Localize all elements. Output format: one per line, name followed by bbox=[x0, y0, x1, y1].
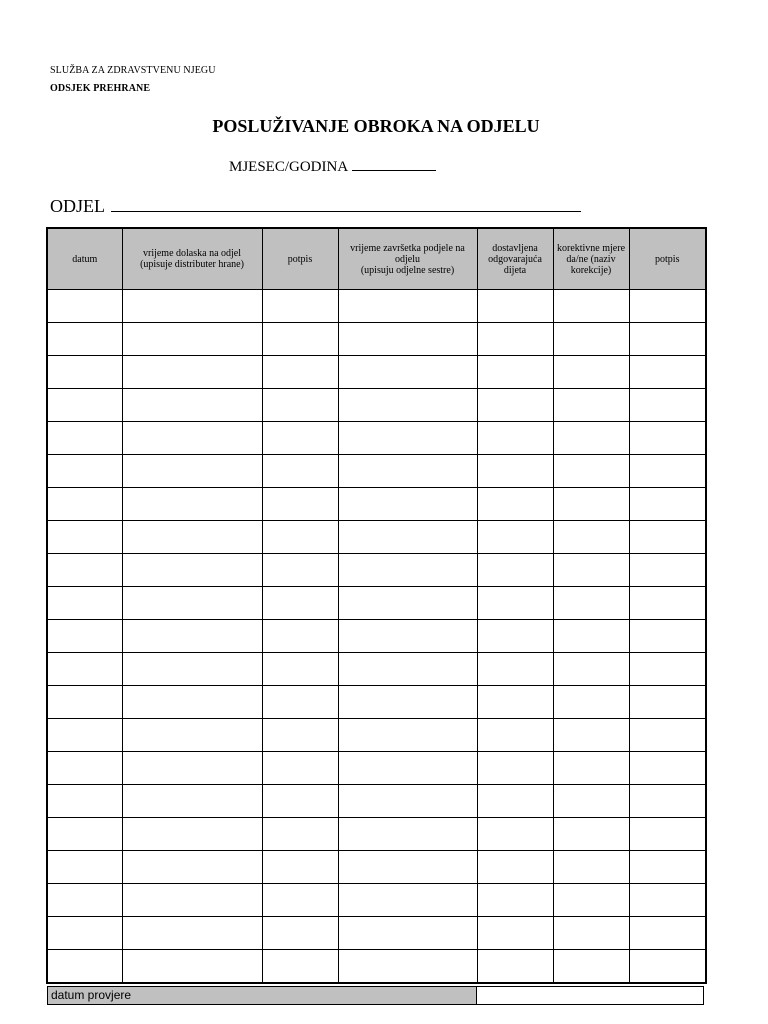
table-cell[interactable] bbox=[262, 323, 338, 356]
table-row bbox=[47, 950, 706, 984]
column-header-distribution-end-time: vrijeme završetka podjele na odjelu (upisuju odjelne sestre) bbox=[338, 228, 477, 290]
column-header-signature-2: potpis bbox=[629, 228, 706, 290]
table-cell[interactable] bbox=[47, 818, 122, 851]
table-cell[interactable] bbox=[262, 752, 338, 785]
table-cell[interactable] bbox=[553, 719, 629, 752]
table-cell[interactable] bbox=[477, 653, 553, 686]
organization-name: SLUŽBA ZA ZDRAVSTVENU NJEGU bbox=[50, 65, 216, 76]
ward-label: ODJEL bbox=[50, 196, 105, 216]
table-cell[interactable] bbox=[262, 719, 338, 752]
table-cell[interactable] bbox=[122, 818, 262, 851]
table-cell[interactable] bbox=[629, 884, 706, 917]
month-year-field bbox=[229, 158, 436, 176]
check-date-field[interactable] bbox=[477, 987, 703, 1004]
column-header-date: datum bbox=[47, 228, 122, 290]
table-cell[interactable] bbox=[553, 917, 629, 950]
table-cell[interactable] bbox=[629, 851, 706, 884]
table-cell[interactable] bbox=[122, 785, 262, 818]
meal-service-table bbox=[46, 227, 707, 984]
table-cell[interactable] bbox=[338, 950, 477, 984]
table-cell[interactable] bbox=[629, 620, 706, 653]
table-cell[interactable] bbox=[629, 455, 706, 488]
table-cell[interactable] bbox=[553, 752, 629, 785]
table-cell[interactable] bbox=[629, 554, 706, 587]
table-cell[interactable] bbox=[122, 587, 262, 620]
table-cell[interactable] bbox=[553, 851, 629, 884]
form-title: POSLUŽIVANJE OBROKA NA ODJELU bbox=[212, 116, 540, 136]
table-cell[interactable] bbox=[553, 554, 629, 587]
table-row bbox=[47, 356, 706, 389]
table-cell[interactable] bbox=[47, 488, 122, 521]
table-cell[interactable] bbox=[122, 719, 262, 752]
table-cell[interactable] bbox=[122, 686, 262, 719]
table-cell[interactable] bbox=[338, 719, 477, 752]
table-cell[interactable] bbox=[262, 917, 338, 950]
table-cell[interactable] bbox=[122, 323, 262, 356]
table-cell[interactable] bbox=[553, 422, 629, 455]
table-cell[interactable] bbox=[262, 620, 338, 653]
table-cell[interactable] bbox=[262, 356, 338, 389]
column-header-arrival-time: vrijeme dolaska na odjel (upisuje distributer hrane) bbox=[122, 228, 262, 290]
table-cell[interactable] bbox=[338, 290, 477, 323]
table-cell[interactable] bbox=[122, 455, 262, 488]
table-cell[interactable] bbox=[122, 356, 262, 389]
table-cell[interactable] bbox=[122, 950, 262, 984]
table-row bbox=[47, 686, 706, 719]
table-cell[interactable] bbox=[338, 620, 477, 653]
table-cell[interactable] bbox=[338, 488, 477, 521]
table-cell[interactable] bbox=[262, 389, 338, 422]
table-cell[interactable] bbox=[553, 653, 629, 686]
table-cell[interactable] bbox=[47, 785, 122, 818]
table-cell[interactable] bbox=[262, 785, 338, 818]
table-cell[interactable] bbox=[338, 521, 477, 554]
table-cell[interactable] bbox=[629, 290, 706, 323]
table-cell[interactable] bbox=[47, 587, 122, 620]
table-cell[interactable] bbox=[477, 554, 553, 587]
check-date-label: datum provjere bbox=[48, 987, 477, 1004]
table-cell[interactable] bbox=[553, 455, 629, 488]
table-cell[interactable] bbox=[338, 356, 477, 389]
table-cell[interactable] bbox=[629, 653, 706, 686]
table-cell[interactable] bbox=[553, 521, 629, 554]
table-cell[interactable] bbox=[47, 356, 122, 389]
table-cell[interactable] bbox=[262, 554, 338, 587]
table-cell[interactable] bbox=[122, 620, 262, 653]
table-cell[interactable] bbox=[629, 356, 706, 389]
table-cell[interactable] bbox=[122, 653, 262, 686]
table-row bbox=[47, 290, 706, 323]
table-cell[interactable] bbox=[477, 752, 553, 785]
table-cell[interactable] bbox=[338, 653, 477, 686]
table-cell[interactable] bbox=[477, 323, 553, 356]
table-cell[interactable] bbox=[47, 950, 122, 984]
table-cell[interactable] bbox=[262, 455, 338, 488]
table-cell[interactable] bbox=[629, 818, 706, 851]
table-body bbox=[47, 290, 706, 984]
table-row bbox=[47, 389, 706, 422]
table-cell[interactable] bbox=[629, 323, 706, 356]
table-cell[interactable] bbox=[338, 587, 477, 620]
table-cell[interactable] bbox=[262, 818, 338, 851]
table-cell[interactable] bbox=[47, 752, 122, 785]
table-cell[interactable] bbox=[262, 488, 338, 521]
table-cell[interactable] bbox=[262, 851, 338, 884]
table-cell[interactable] bbox=[262, 686, 338, 719]
table-row bbox=[47, 884, 706, 917]
table-cell[interactable] bbox=[629, 587, 706, 620]
table-cell[interactable] bbox=[553, 356, 629, 389]
table-cell[interactable] bbox=[629, 389, 706, 422]
table-cell[interactable] bbox=[477, 818, 553, 851]
table-cell[interactable] bbox=[47, 884, 122, 917]
table-cell[interactable] bbox=[477, 422, 553, 455]
table-cell[interactable] bbox=[122, 917, 262, 950]
table-cell[interactable] bbox=[629, 917, 706, 950]
table-cell[interactable] bbox=[47, 554, 122, 587]
table-row bbox=[47, 785, 706, 818]
table-row bbox=[47, 653, 706, 686]
table-row bbox=[47, 917, 706, 950]
table-cell[interactable] bbox=[477, 917, 553, 950]
table-cell[interactable] bbox=[553, 323, 629, 356]
table-cell[interactable] bbox=[338, 389, 477, 422]
table-cell[interactable] bbox=[477, 719, 553, 752]
table-cell[interactable] bbox=[629, 422, 706, 455]
department-name: ODSJEK PREHRANE bbox=[50, 83, 151, 94]
table-cell[interactable] bbox=[629, 488, 706, 521]
table-header-row bbox=[47, 228, 706, 290]
table-cell[interactable] bbox=[338, 422, 477, 455]
table-cell[interactable] bbox=[47, 323, 122, 356]
table-cell[interactable] bbox=[338, 884, 477, 917]
table-cell[interactable] bbox=[553, 488, 629, 521]
table-cell[interactable] bbox=[338, 818, 477, 851]
column-header-corrective-measures: korektivne mjere da/ne (naziv korekcije) bbox=[553, 228, 629, 290]
table-row bbox=[47, 752, 706, 785]
table-cell[interactable] bbox=[262, 422, 338, 455]
table-cell[interactable] bbox=[122, 521, 262, 554]
table-row bbox=[47, 851, 706, 884]
table-cell[interactable] bbox=[629, 785, 706, 818]
table-cell[interactable] bbox=[47, 653, 122, 686]
table-cell[interactable] bbox=[122, 290, 262, 323]
table-cell[interactable] bbox=[477, 389, 553, 422]
check-date-row bbox=[47, 986, 704, 1005]
table-row bbox=[47, 521, 706, 554]
table-row bbox=[47, 620, 706, 653]
table-cell[interactable] bbox=[122, 422, 262, 455]
table-cell[interactable] bbox=[338, 785, 477, 818]
table-cell[interactable] bbox=[553, 686, 629, 719]
table-cell[interactable] bbox=[122, 488, 262, 521]
table-cell[interactable] bbox=[477, 785, 553, 818]
table-cell[interactable] bbox=[477, 686, 553, 719]
table-row bbox=[47, 818, 706, 851]
table-cell[interactable] bbox=[477, 455, 553, 488]
table-row bbox=[47, 323, 706, 356]
table-cell[interactable] bbox=[338, 455, 477, 488]
table-cell[interactable] bbox=[47, 719, 122, 752]
table-cell[interactable] bbox=[477, 521, 553, 554]
ward-blank-line[interactable] bbox=[111, 197, 581, 212]
table-cell[interactable] bbox=[338, 323, 477, 356]
table-cell[interactable] bbox=[47, 389, 122, 422]
table-cell[interactable] bbox=[477, 851, 553, 884]
table-cell[interactable] bbox=[338, 752, 477, 785]
table-cell[interactable] bbox=[338, 851, 477, 884]
table-cell[interactable] bbox=[122, 884, 262, 917]
table-cell[interactable] bbox=[629, 521, 706, 554]
table-cell[interactable] bbox=[338, 554, 477, 587]
column-header-signature: potpis bbox=[262, 228, 338, 290]
table-cell[interactable] bbox=[262, 950, 338, 984]
table-cell[interactable] bbox=[262, 521, 338, 554]
table-cell[interactable] bbox=[122, 752, 262, 785]
table-cell[interactable] bbox=[477, 356, 553, 389]
table-cell[interactable] bbox=[553, 785, 629, 818]
table-cell[interactable] bbox=[122, 851, 262, 884]
table-cell[interactable] bbox=[553, 884, 629, 917]
table-cell[interactable] bbox=[477, 620, 553, 653]
table-cell[interactable] bbox=[553, 620, 629, 653]
table-cell[interactable] bbox=[338, 686, 477, 719]
table-row bbox=[47, 719, 706, 752]
table-row bbox=[47, 422, 706, 455]
table-cell[interactable] bbox=[122, 554, 262, 587]
table-cell[interactable] bbox=[629, 719, 706, 752]
table-cell[interactable] bbox=[477, 884, 553, 917]
table-cell[interactable] bbox=[477, 488, 553, 521]
table-row bbox=[47, 455, 706, 488]
table-cell[interactable] bbox=[262, 653, 338, 686]
table-cell[interactable] bbox=[477, 290, 553, 323]
table-cell[interactable] bbox=[47, 422, 122, 455]
table-cell[interactable] bbox=[47, 686, 122, 719]
table-cell[interactable] bbox=[47, 620, 122, 653]
ward-field bbox=[50, 196, 581, 217]
table-cell[interactable] bbox=[629, 686, 706, 719]
table-cell[interactable] bbox=[553, 587, 629, 620]
table-cell[interactable] bbox=[262, 587, 338, 620]
table-cell[interactable] bbox=[47, 521, 122, 554]
column-header-diet-delivered: dostavljena odgovarajuća dijeta bbox=[477, 228, 553, 290]
month-year-blank-line[interactable] bbox=[352, 158, 436, 171]
month-year-label: MJESEC/GODINA bbox=[229, 159, 349, 175]
table-cell[interactable] bbox=[47, 455, 122, 488]
table-cell[interactable] bbox=[553, 290, 629, 323]
table-cell[interactable] bbox=[553, 818, 629, 851]
table-cell[interactable] bbox=[477, 950, 553, 984]
table-row bbox=[47, 488, 706, 521]
table-cell[interactable] bbox=[122, 389, 262, 422]
table-cell[interactable] bbox=[262, 290, 338, 323]
table-cell[interactable] bbox=[262, 884, 338, 917]
table-cell[interactable] bbox=[47, 917, 122, 950]
table-cell[interactable] bbox=[47, 851, 122, 884]
table-row bbox=[47, 587, 706, 620]
table-cell[interactable] bbox=[553, 950, 629, 984]
table-row bbox=[47, 554, 706, 587]
table-cell[interactable] bbox=[629, 752, 706, 785]
table-cell[interactable] bbox=[338, 917, 477, 950]
table-cell[interactable] bbox=[629, 950, 706, 984]
table-cell[interactable] bbox=[553, 389, 629, 422]
table-cell[interactable] bbox=[477, 587, 553, 620]
table-cell[interactable] bbox=[47, 290, 122, 323]
